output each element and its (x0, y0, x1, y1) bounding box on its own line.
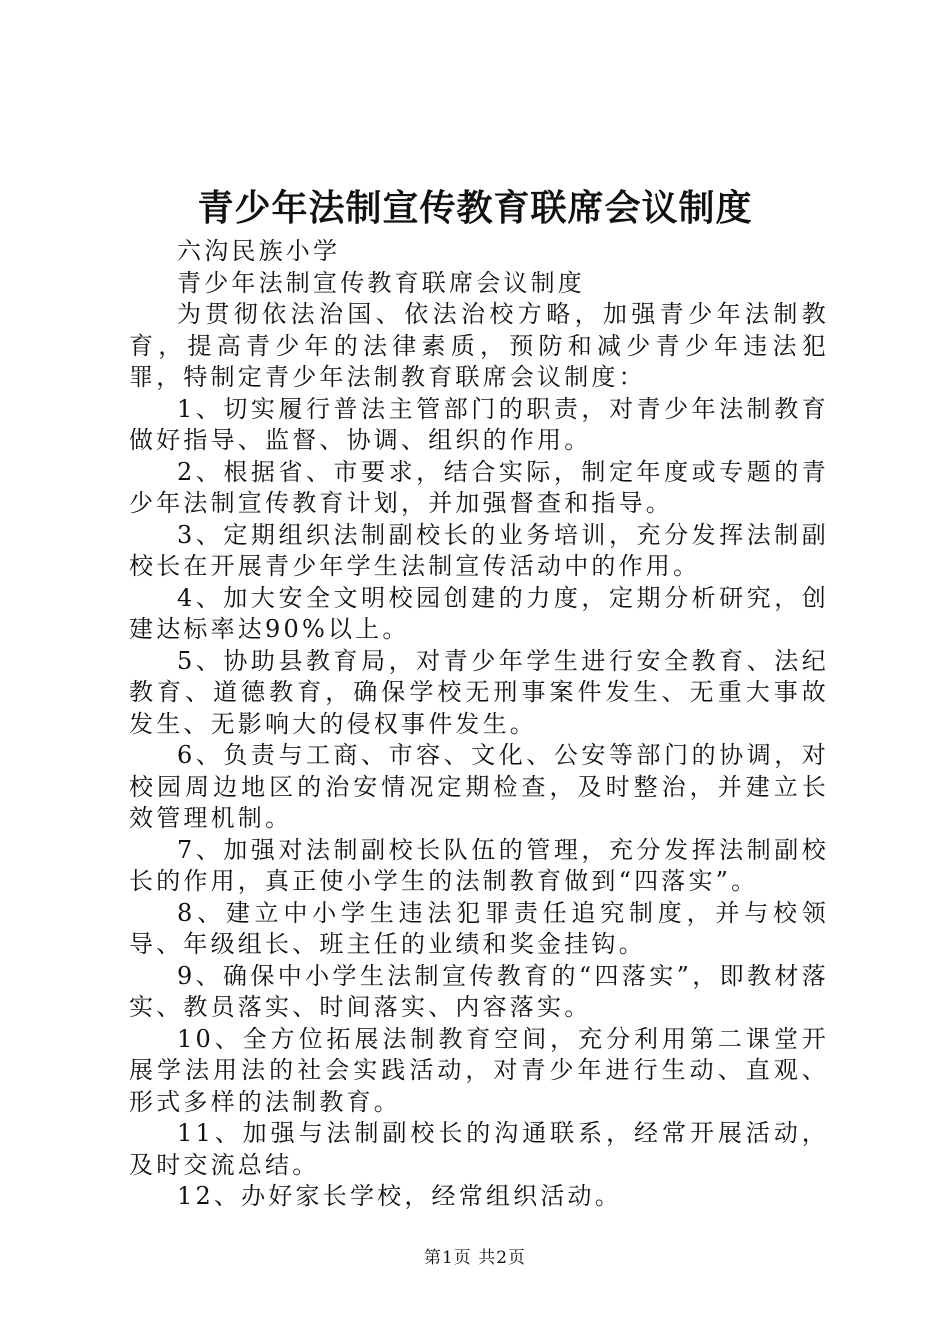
rule-item-7: 7、加强对法制副校长队伍的管理，充分发挥法制副校长的作用，真正使小学生的法制教育做到“四落实”。 (129, 835, 829, 895)
rule-item-1: 1、切实履行普法主管部门的职责，对青少年法制教育做好指导、监督、协调、组织的作用。 (129, 394, 829, 454)
rule-item-12: 12、办好家长学校，经常组织活动。 (177, 1182, 622, 1210)
rule-item-9: 9、确保中小学生法制宣传教育的“四落实”，即教材落实、教员落实、时间落实、内容落实。 (129, 961, 829, 1021)
rule-item-4: 4、加大安全文明校园创建的力度，定期分析研究，创建达标率达90%以上。 (129, 583, 829, 643)
rule-item-2: 2、根据省、市要求，结合实际，制定年度或专题的青少年法制宣传教育计划，并加强督查和指导。 (129, 457, 829, 517)
school-name: 六沟民族小学 (177, 237, 341, 265)
rule-item-8: 8、建立中小学生违法犯罪责任追究制度，并与校领导、年级组长、班主任的业绩和奖金挂钩。 (129, 898, 829, 958)
page-number-footer: 第1页 共2页 (423, 1248, 527, 1268)
rule-item-3: 3、定期组织法制副校长的业务培训，充分发挥法制副校长在开展青少年学生法制宣传活动中的作用。 (129, 520, 829, 580)
rule-item-11: 11、加强与法制副校长的沟通联系，经常开展活动，及时交流总结。 (129, 1119, 829, 1179)
rule-item-6: 6、负责与工商、市容、文化、公安等部门的协调，对校园周边地区的治安情况定期检查，及时整治，并建立长效管理机制。 (129, 741, 829, 832)
document-title: 青少年法制宣传教育联席会议制度 (197, 187, 753, 229)
document-body (129, 236, 829, 1213)
subtitle: 青少年法制宣传教育联席会议制度 (177, 268, 585, 297)
rule-item-10: 10、全方位拓展法制教育空间，充分利用第二课堂开展学法用法的社会实践活动，对青少年进行生动、直观、形式多样的法制教育。 (129, 1024, 829, 1116)
rule-item-5: 5、协助县教育局，对青少年学生进行安全教育、法纪教育、道德教育，确保学校无刑事案件发生、无重大事故发生、无影响大的侵权事件发生。 (129, 646, 829, 738)
intro-paragraph: 为贯彻依法治国、依法治校方略，加强青少年法制教育，提高青少年的法律素质，预防和减少青少年违法犯罪，特制定青少年法制教育联席会议制度： (129, 300, 829, 391)
